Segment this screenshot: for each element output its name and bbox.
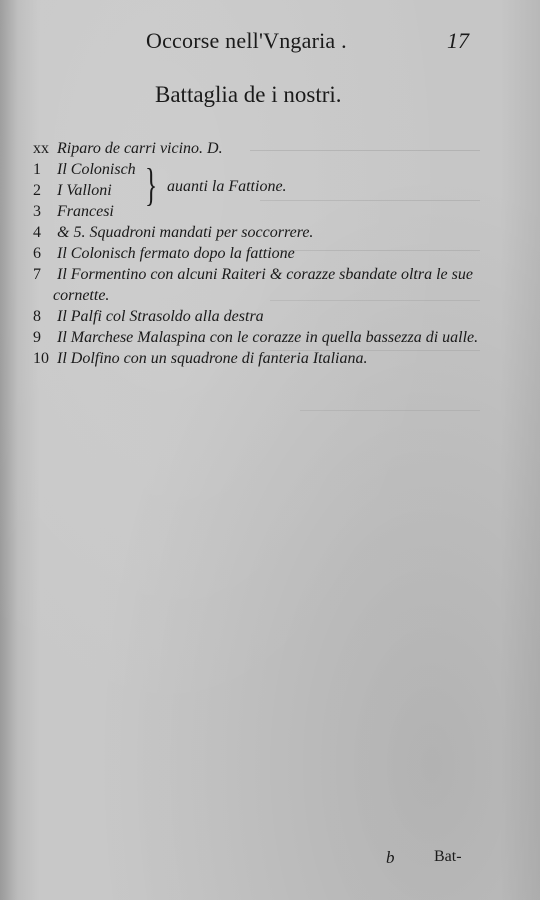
legend-item-number: 3 [33, 203, 41, 220]
legend-item-number: 2 [33, 182, 41, 199]
catchword: Bat- [434, 848, 462, 865]
legend-item-text: Il Marchese Malaspina con le corazze in quella bassezza di ualle. [57, 329, 479, 346]
legend-item [33, 327, 503, 348]
legend-item-text: Il Dolfino con un squadrone di fanteria Italiana. [57, 350, 368, 367]
signature-mark: b [386, 848, 395, 867]
legend-item-text: Il Formentino con alcuni Raiteri & corazze sbandate oltra le sue cornette. [53, 266, 473, 304]
page-number: 17 [447, 28, 469, 53]
brace-label: auanti la Fattione. [167, 178, 287, 195]
legend-item-number: 4 [33, 224, 41, 241]
legend-item-text: Il Palfi col Strasoldo alla destra [57, 308, 264, 325]
section-title: Battaglia de i nostri. [155, 82, 342, 107]
legend-item [33, 243, 503, 264]
legend-item [33, 159, 503, 180]
legend-item-text: Il Colonisch [57, 161, 136, 178]
legend-list [33, 138, 503, 369]
legend-item-number: 10 [33, 350, 49, 367]
legend-item-number: 6 [33, 245, 41, 262]
legend-item-text: I Valloni [57, 182, 112, 199]
legend-item [33, 138, 503, 159]
legend-item [33, 222, 503, 243]
show-through-mark [300, 410, 480, 413]
legend-item-number: 8 [33, 308, 41, 325]
legend-item-number: 9 [33, 329, 41, 346]
running-head: Occorse nell'Vngaria . [146, 28, 347, 53]
legend-item-text: Il Colonisch fermato dopo la fattione [57, 245, 295, 262]
legend-item [33, 306, 503, 327]
legend-item-number: 7 [33, 266, 41, 283]
legend-item-text: Francesi [57, 203, 114, 220]
legend-item [33, 348, 503, 369]
legend-item-text: & 5. Squadroni mandati per soccorrere. [57, 224, 314, 241]
legend-item-text: Riparo de carri vicino. D. [57, 140, 223, 157]
legend-item [33, 201, 503, 222]
legend-item-number: 1 [33, 161, 41, 178]
legend-item [33, 264, 503, 306]
brace-glyph: } [145, 159, 158, 210]
legend-item-number: xx [33, 140, 49, 157]
